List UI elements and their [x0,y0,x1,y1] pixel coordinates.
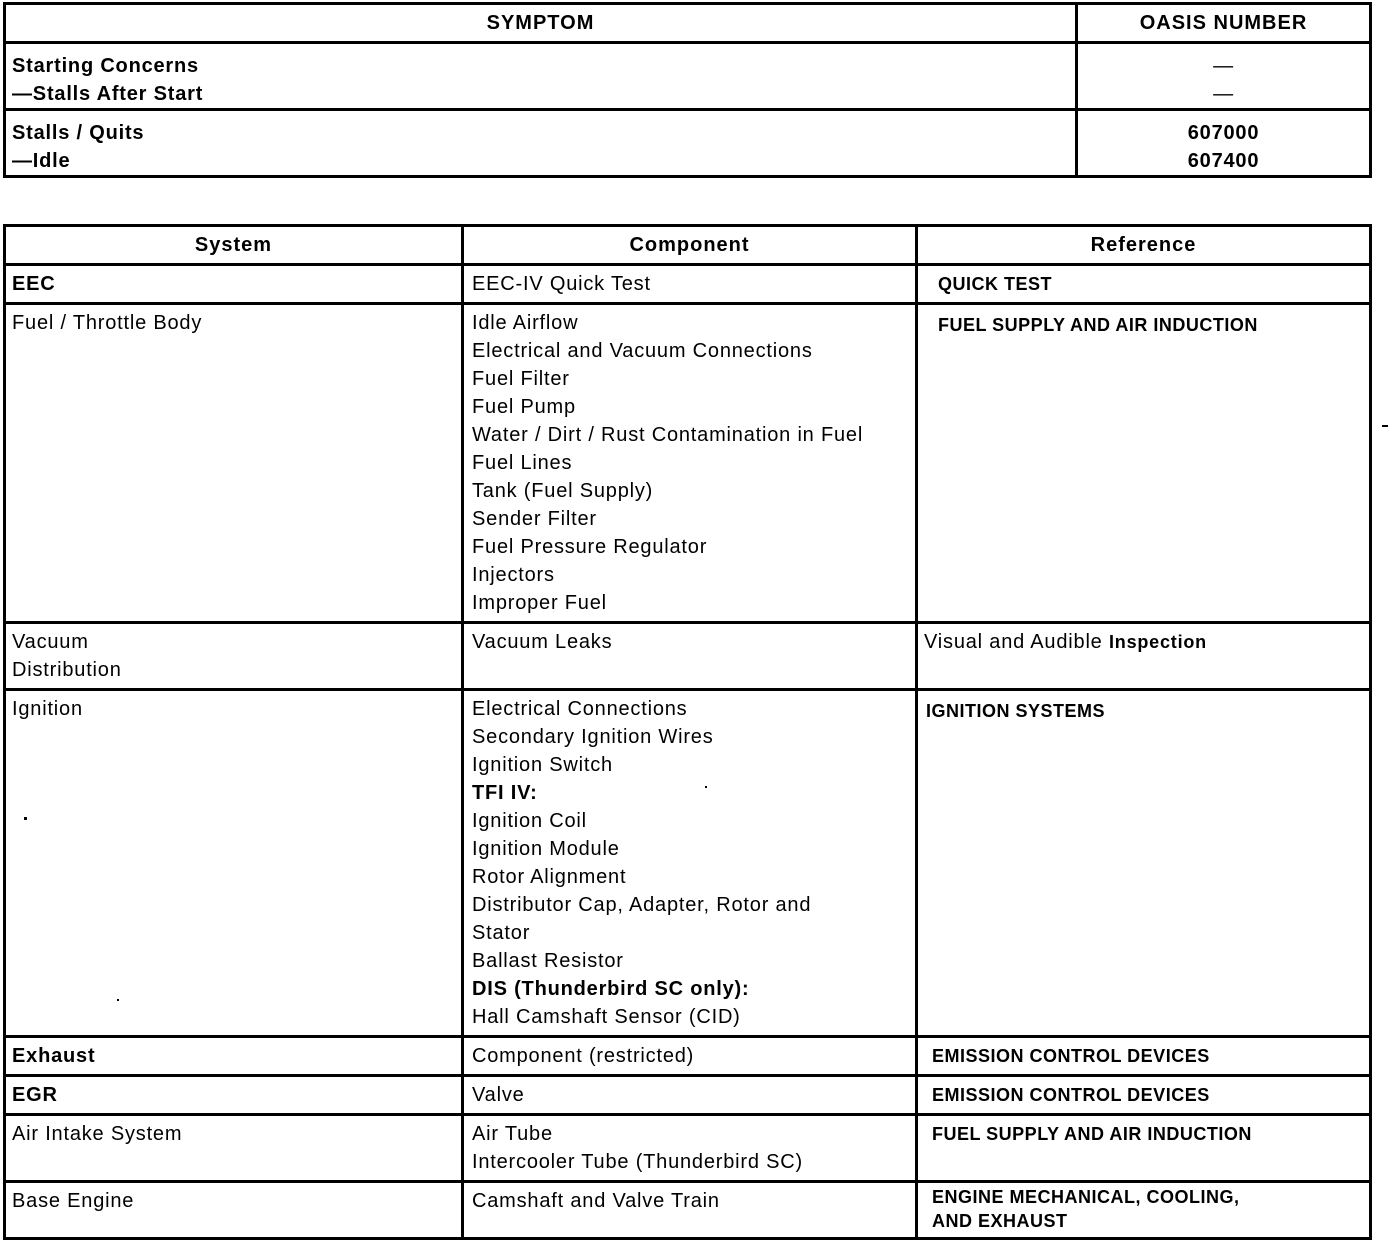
diagnostic-table [3,224,1372,1240]
table-row [5,1076,1371,1115]
reference-text: FUEL SUPPLY AND AIR INDUCTION [932,1124,1252,1144]
oasis-number: 607400 [1187,150,1260,172]
symptom-table [3,2,1372,178]
component-text: Component (restricted) [472,1045,695,1067]
system-cell [5,690,463,1037]
component-text: Fuel Pressure Regulator [472,536,708,558]
system-cell [5,1037,463,1076]
symptom-header-row [5,4,1371,43]
component-text: Valve [472,1084,525,1106]
oasis-number: — [1213,83,1234,105]
symptom-cell [5,110,1077,177]
reference-header: Reference [917,226,1371,265]
scan-speck [1382,425,1388,427]
reference-text: AND EXHAUST [932,1211,1068,1231]
reference-cell [917,265,1371,304]
component-subheading: TFI IV: [472,782,538,804]
component-text: Sender Filter [472,508,597,530]
reference-cell [917,1182,1371,1239]
oasis-cell [1077,110,1371,177]
symptom-text: —Idle [12,150,71,172]
system-cell [5,304,463,623]
system-header: System [5,226,463,265]
component-cell [463,1115,917,1182]
reference-text: EMISSION CONTROL DEVICES [932,1085,1210,1105]
component-text: Water / Dirt / Rust Contamination in Fuel [472,424,864,446]
reference-cell [917,304,1371,623]
component-text: Secondary Ignition Wires [472,726,714,748]
symptom-text: Starting Concerns [12,55,199,77]
reference-text: QUICK TEST [938,274,1053,294]
reference-text-tail: Inspection [1108,632,1207,652]
table-row [5,1182,1371,1239]
scan-speck [24,817,27,820]
oasis-number: 607000 [1187,122,1260,144]
component-text: Fuel Pump [472,396,576,418]
symptom-text: —Stalls After Start [12,83,204,105]
table-row [5,265,1371,304]
component-text: Rotor Alignment [472,866,627,888]
system-text: Distribution [12,659,122,681]
system-cell [5,623,463,690]
system-text: Fuel / Throttle Body [12,312,203,334]
component-text: Intercooler Tube (Thunderbird SC) [472,1151,803,1173]
table-row [5,690,1371,1037]
component-text: Ignition Coil [472,810,587,832]
reference-text-main: Visual and Audible [924,631,1103,653]
component-cell [463,1037,917,1076]
component-cell [463,623,917,690]
symptom-row [5,43,1371,110]
reference-text: ENGINE MECHANICAL, COOLING, [932,1187,1240,1207]
system-text: Ignition [12,698,83,720]
component-text: Ballast Resistor [472,950,624,972]
component-cell [463,1076,917,1115]
table-row [5,1115,1371,1182]
component-cell [463,1182,917,1239]
component-text: EEC-IV Quick Test [472,273,651,295]
symptom-cell [5,43,1077,110]
table-row [5,1037,1371,1076]
component-text: Electrical Connections [472,698,688,720]
component-cell [463,304,917,623]
symptom-row [5,110,1371,177]
table-row [5,304,1371,623]
component-subheading: DIS (Thunderbird SC only): [472,978,750,1000]
component-text: Idle Airflow [472,312,579,334]
component-text: Vacuum Leaks [472,631,613,653]
system-cell [5,1182,463,1239]
component-cell [463,265,917,304]
system-text: Base Engine [12,1190,135,1212]
component-text: Hall Camshaft Sensor (CID) [472,1006,741,1028]
oasis-cell [1077,43,1371,110]
component-text: Stator [472,922,531,944]
symptom-text: Stalls / Quits [12,122,145,144]
system-text: Exhaust [12,1045,96,1067]
system-text: EGR [12,1084,58,1106]
reference-cell [917,1115,1371,1182]
component-text: Air Tube [472,1123,553,1145]
component-text: Fuel Lines [472,452,573,474]
system-text: Vacuum [12,631,89,653]
component-text: Injectors [472,564,555,586]
diag-header-row [5,226,1371,265]
system-text: Air Intake System [12,1123,183,1145]
system-text: EEC [12,273,56,295]
scan-speck [705,786,707,788]
reference-text: IGNITION SYSTEMS [926,701,1106,721]
component-text: Fuel Filter [472,368,570,390]
system-cell [5,1076,463,1115]
reference-text [924,628,1369,656]
system-cell [5,265,463,304]
component-text: Camshaft and Valve Train [472,1190,720,1212]
oasis-number: — [1213,55,1234,77]
component-text: Distributor Cap, Adapter, Rotor and [472,894,812,916]
reference-cell [917,690,1371,1037]
reference-cell [917,1037,1371,1076]
reference-cell [917,1076,1371,1115]
component-cell [463,690,917,1037]
component-text: Ignition Switch [472,754,613,776]
scan-speck [117,999,119,1001]
table-row [5,623,1371,690]
component-text: Electrical and Vacuum Connections [472,340,813,362]
reference-text: FUEL SUPPLY AND AIR INDUCTION [938,315,1258,335]
symptom-header: SYMPTOM [5,4,1077,43]
component-header: Component [463,226,917,265]
component-text: Improper Fuel [472,592,607,614]
reference-text: EMISSION CONTROL DEVICES [932,1046,1210,1066]
component-text: Tank (Fuel Supply) [472,480,654,502]
system-cell [5,1115,463,1182]
oasis-number-header: OASIS NUMBER [1077,4,1371,43]
component-text: Ignition Module [472,838,620,860]
reference-cell [917,623,1371,690]
